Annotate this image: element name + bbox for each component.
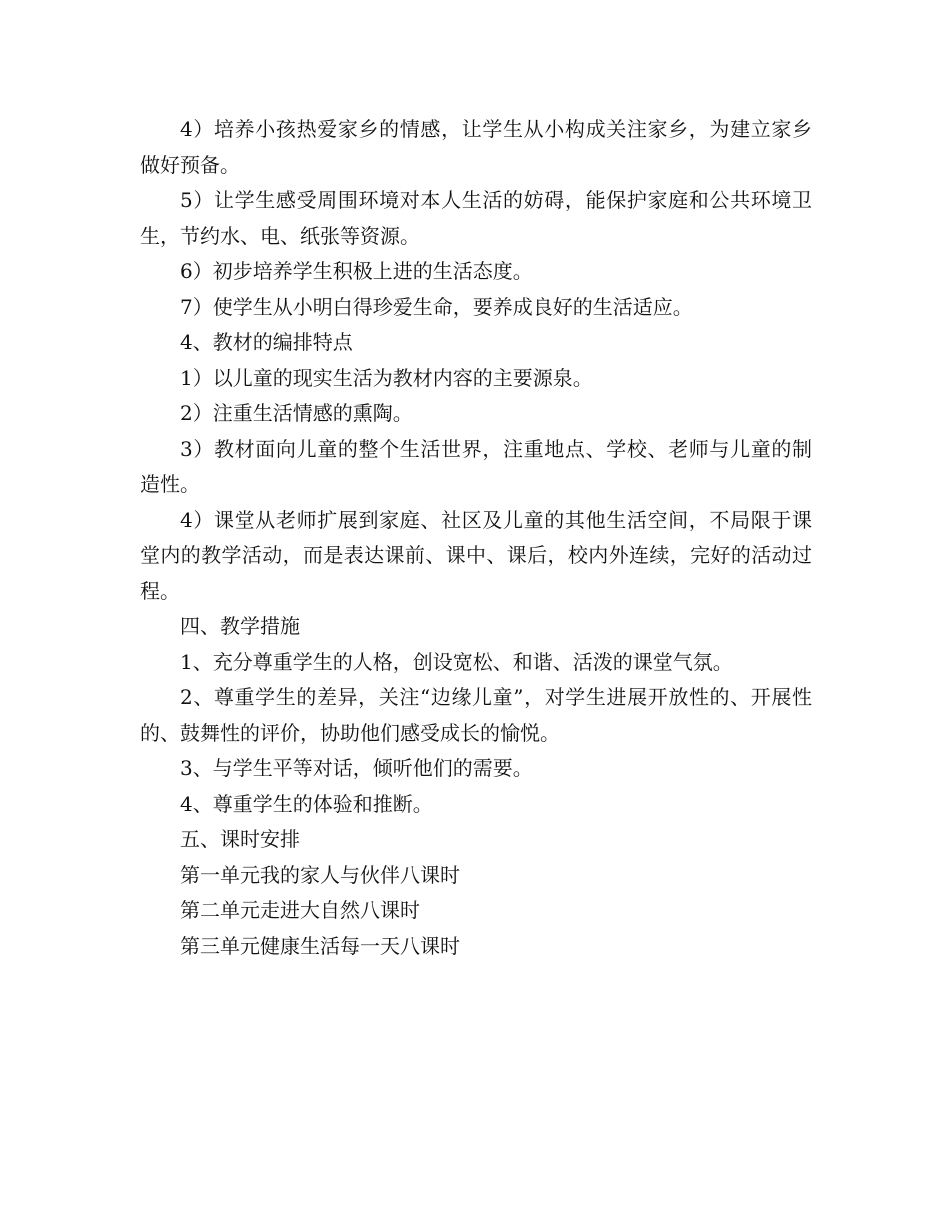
schedule-unit-2: 第二单元走进大自然八课时 (180, 898, 420, 922)
paragraph-goal-6: 6）初步培养学生积极上进的生活态度。 (180, 259, 533, 283)
paragraph-feature-3: 3）教材面向儿童的整个生活世界，注重地点、学校、老师与儿童的制造性。 (140, 436, 812, 496)
paragraph-feature-2: 2）注重生活情感的熏陶。 (180, 401, 413, 425)
paragraph-goal-4: 4）培养小孩热爱家乡的情感，让学生从小构成关注家乡，为建立家乡做好预备。 (140, 117, 812, 177)
schedule-unit-3: 第三单元健康生活每一天八课时 (180, 933, 460, 958)
heading-textbook-features: 4、教材的编排特点 (180, 330, 353, 354)
paragraph-goal-5: 5）让学生感受周围环境对本人生活的妨碍，能保护家庭和公共环境卫生，节约水、电、纸张等资源。 (140, 188, 812, 248)
paragraph-measure-3: 3、与学生平等对话，倾听他们的需要。 (180, 756, 533, 780)
heading-teaching-measures: 四、教学措施 (180, 614, 300, 638)
paragraph-goal-7: 7）使学生从小明白得珍爱生命，要养成良好的生活适应。 (180, 294, 693, 319)
schedule-unit-1: 第一单元我的家人与伙伴八课时 (180, 862, 460, 887)
document-body (140, 112, 812, 964)
paragraph-feature-1: 1）以儿童的现实生活为教材内容的主要源泉。 (180, 365, 593, 390)
heading-class-schedule: 五、课时安排 (180, 827, 300, 851)
paragraph-measure-2: 2、尊重学生的差异，关注“边缘儿童”，对学生进展开放性的、开展性的、鼓舞性的评价，协助他们感受成长的愉悦。 (140, 685, 812, 745)
paragraph-feature-4: 4）课堂从老师扩展到家庭、社区及儿童的其他生活空间，不局限于课堂内的教学活动，而是表达课前、课中、课后，校内外连续，完好的活动过程。 (140, 507, 812, 603)
paragraph-measure-4: 4、尊重学生的体验和推断。 (180, 791, 433, 816)
paragraph-measure-1: 1、充分尊重学生的人格，创设宽松、和谐、活泼的课堂气氛。 (180, 649, 733, 674)
